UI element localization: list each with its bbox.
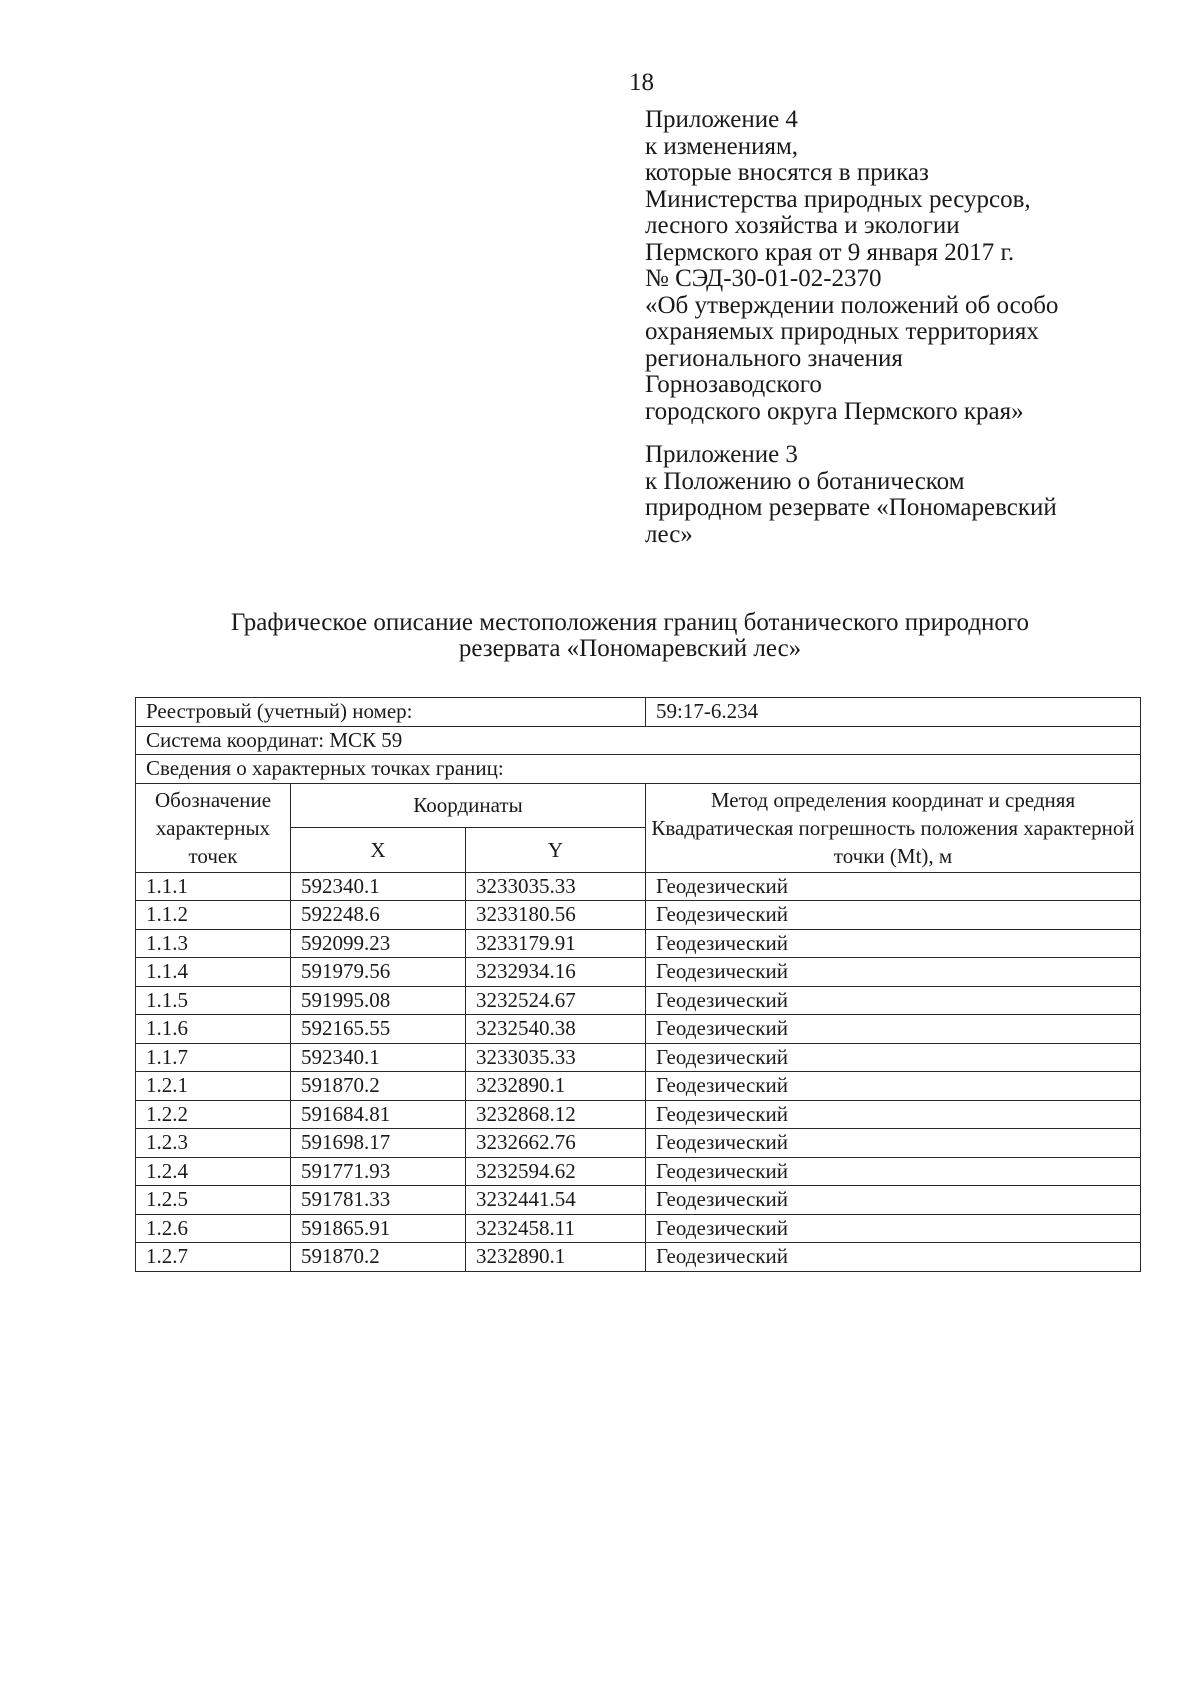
point-id-cell: 1.2.4 bbox=[136, 1157, 291, 1186]
appendix-3-line: лес» bbox=[645, 520, 693, 548]
point-id-cell: 1.1.6 bbox=[136, 1015, 291, 1044]
x-coordinate-cell: 591865.91 bbox=[291, 1214, 466, 1243]
appendix-4-line: к изменениям, bbox=[645, 132, 799, 160]
method-cell: Геодезический bbox=[646, 872, 1141, 901]
table-row bbox=[136, 1186, 1141, 1215]
table-row bbox=[136, 929, 1141, 958]
point-id-cell: 1.1.2 bbox=[136, 901, 291, 930]
method-cell: Геодезический bbox=[646, 986, 1141, 1015]
x-coordinate-cell: 591979.56 bbox=[291, 958, 466, 987]
y-coordinate-cell: 3232662.76 bbox=[466, 1129, 646, 1158]
appendix-3-line: Приложение 3 bbox=[645, 441, 798, 468]
y-coordinate-cell: 3232540.38 bbox=[466, 1015, 646, 1044]
y-coordinate-cell: 3232868.12 bbox=[466, 1100, 646, 1129]
y-coordinate-cell: 3232934.16 bbox=[466, 958, 646, 987]
method-cell: Геодезический bbox=[646, 1129, 1141, 1158]
column-header-method: Метод определения координат и средняя Квадратическая погрешность положения характерной точки (Mt), м bbox=[646, 783, 1141, 872]
appendix-4-line: «Об утверждении положений об особо bbox=[645, 291, 1059, 319]
x-coordinate-cell: 591698.17 bbox=[291, 1129, 466, 1158]
y-coordinate-cell: 3232524.67 bbox=[466, 986, 646, 1015]
point-id-cell: 1.2.3 bbox=[136, 1129, 291, 1158]
method-cell: Геодезический bbox=[646, 1243, 1141, 1272]
x-coordinate-cell: 592099.23 bbox=[291, 929, 466, 958]
x-coordinate-cell: 591870.2 bbox=[291, 1243, 466, 1272]
appendix-4-line: Министерства природных ресурсов, bbox=[645, 185, 1031, 213]
x-coordinate-cell: 591771.93 bbox=[291, 1157, 466, 1186]
method-cell: Геодезический bbox=[646, 1214, 1141, 1243]
table-row bbox=[136, 1157, 1141, 1186]
column-header-y: Y bbox=[466, 828, 646, 873]
y-coordinate-cell: 3232594.62 bbox=[466, 1157, 646, 1186]
point-id-cell: 1.1.3 bbox=[136, 929, 291, 958]
table-row bbox=[136, 1243, 1141, 1272]
y-coordinate-cell: 3233035.33 bbox=[466, 1043, 646, 1072]
appendix-4-line: которые вносятся в приказ bbox=[645, 159, 929, 186]
x-coordinate-cell: 591995.08 bbox=[291, 986, 466, 1015]
registry-number-value: 59:17-6.234 bbox=[646, 698, 1141, 727]
y-coordinate-cell: 3233179.91 bbox=[466, 929, 646, 958]
appendix-4-line: регионального значения bbox=[645, 344, 903, 372]
point-id-cell: 1.2.5 bbox=[136, 1186, 291, 1215]
method-cell: Геодезический bbox=[646, 929, 1141, 958]
x-coordinate-cell: 592340.1 bbox=[291, 872, 466, 901]
point-id-cell: 1.1.5 bbox=[136, 986, 291, 1015]
y-coordinate-cell: 3233180.56 bbox=[466, 901, 646, 930]
point-id-cell: 1.2.6 bbox=[136, 1214, 291, 1243]
coordinate-system: Система координат: МСК 59 bbox=[136, 726, 1141, 755]
x-coordinate-cell: 592340.1 bbox=[291, 1043, 466, 1072]
appendix-4-line: Горнозаводского bbox=[645, 371, 822, 398]
table-row bbox=[136, 901, 1141, 930]
y-coordinate-cell: 3232890.1 bbox=[466, 1243, 646, 1272]
point-id-cell: 1.1.7 bbox=[136, 1043, 291, 1072]
registry-number-label: Реестровый (учетный) номер: bbox=[136, 698, 646, 727]
y-coordinate-cell: 3233035.33 bbox=[466, 872, 646, 901]
table-row bbox=[136, 1129, 1141, 1158]
table-row bbox=[136, 1100, 1141, 1129]
document-title bbox=[130, 610, 1130, 662]
x-coordinate-cell: 592165.55 bbox=[291, 1015, 466, 1044]
appendix-4-header bbox=[645, 107, 1185, 425]
point-id-cell: 1.1.4 bbox=[136, 958, 291, 987]
point-id-cell: 1.2.1 bbox=[136, 1072, 291, 1101]
appendix-4-line: лесного хозяйства и экологии bbox=[645, 212, 960, 239]
appendix-4-line: Пермского края от 9 января 2017 г. bbox=[645, 238, 1015, 266]
appendix-3-line: природном резервате «Пономаревский bbox=[645, 494, 1057, 521]
column-header-coordinates: Координаты bbox=[291, 783, 646, 828]
appendix-3-header bbox=[645, 442, 1185, 548]
method-cell: Геодезический bbox=[646, 1186, 1141, 1215]
points-heading: Сведения о характерных точках границ: bbox=[136, 755, 1141, 784]
table-row bbox=[136, 1015, 1141, 1044]
x-coordinate-cell: 592248.6 bbox=[291, 901, 466, 930]
table-row bbox=[136, 872, 1141, 901]
document-title-line: Графическое описание местоположения границ ботанического природного bbox=[230, 609, 1030, 636]
appendix-4-line: городского округа Пермского края» bbox=[645, 397, 1024, 425]
x-coordinate-cell: 591684.81 bbox=[291, 1100, 466, 1129]
table-row bbox=[136, 1214, 1141, 1243]
method-cell: Геодезический bbox=[646, 958, 1141, 987]
method-cell: Геодезический bbox=[646, 1043, 1141, 1072]
document-title-line: резервата «Пономаревский лес» bbox=[458, 635, 802, 662]
table-row bbox=[136, 1072, 1141, 1101]
boundary-points-table bbox=[135, 697, 1141, 1272]
appendix-4-line: охраняемых природных территориях bbox=[645, 318, 1039, 345]
column-header-x: X bbox=[291, 828, 466, 873]
page-number: 18 bbox=[629, 69, 654, 96]
y-coordinate-cell: 3232458.11 bbox=[466, 1214, 646, 1243]
x-coordinate-cell: 591781.33 bbox=[291, 1186, 466, 1215]
appendix-4-line: № СЭД-30-01-02-2370 bbox=[645, 265, 882, 292]
point-id-cell: 1.2.2 bbox=[136, 1100, 291, 1129]
appendix-4-line: Приложение 4 bbox=[645, 106, 798, 133]
table-row bbox=[136, 1043, 1141, 1072]
point-id-cell: 1.2.7 bbox=[136, 1243, 291, 1272]
y-coordinate-cell: 3232441.54 bbox=[466, 1186, 646, 1215]
y-coordinate-cell: 3232890.1 bbox=[466, 1072, 646, 1101]
point-id-cell: 1.1.1 bbox=[136, 872, 291, 901]
appendix-3-line: к Положению о ботаническом bbox=[645, 467, 965, 495]
method-cell: Геодезический bbox=[646, 1072, 1141, 1101]
method-cell: Геодезический bbox=[646, 1100, 1141, 1129]
method-cell: Геодезический bbox=[646, 1015, 1141, 1044]
column-header-point: Обозначение характерных точек bbox=[136, 783, 291, 872]
method-cell: Геодезический bbox=[646, 1157, 1141, 1186]
method-cell: Геодезический bbox=[646, 901, 1141, 930]
table-row bbox=[136, 986, 1141, 1015]
x-coordinate-cell: 591870.2 bbox=[291, 1072, 466, 1101]
table-row bbox=[136, 958, 1141, 987]
